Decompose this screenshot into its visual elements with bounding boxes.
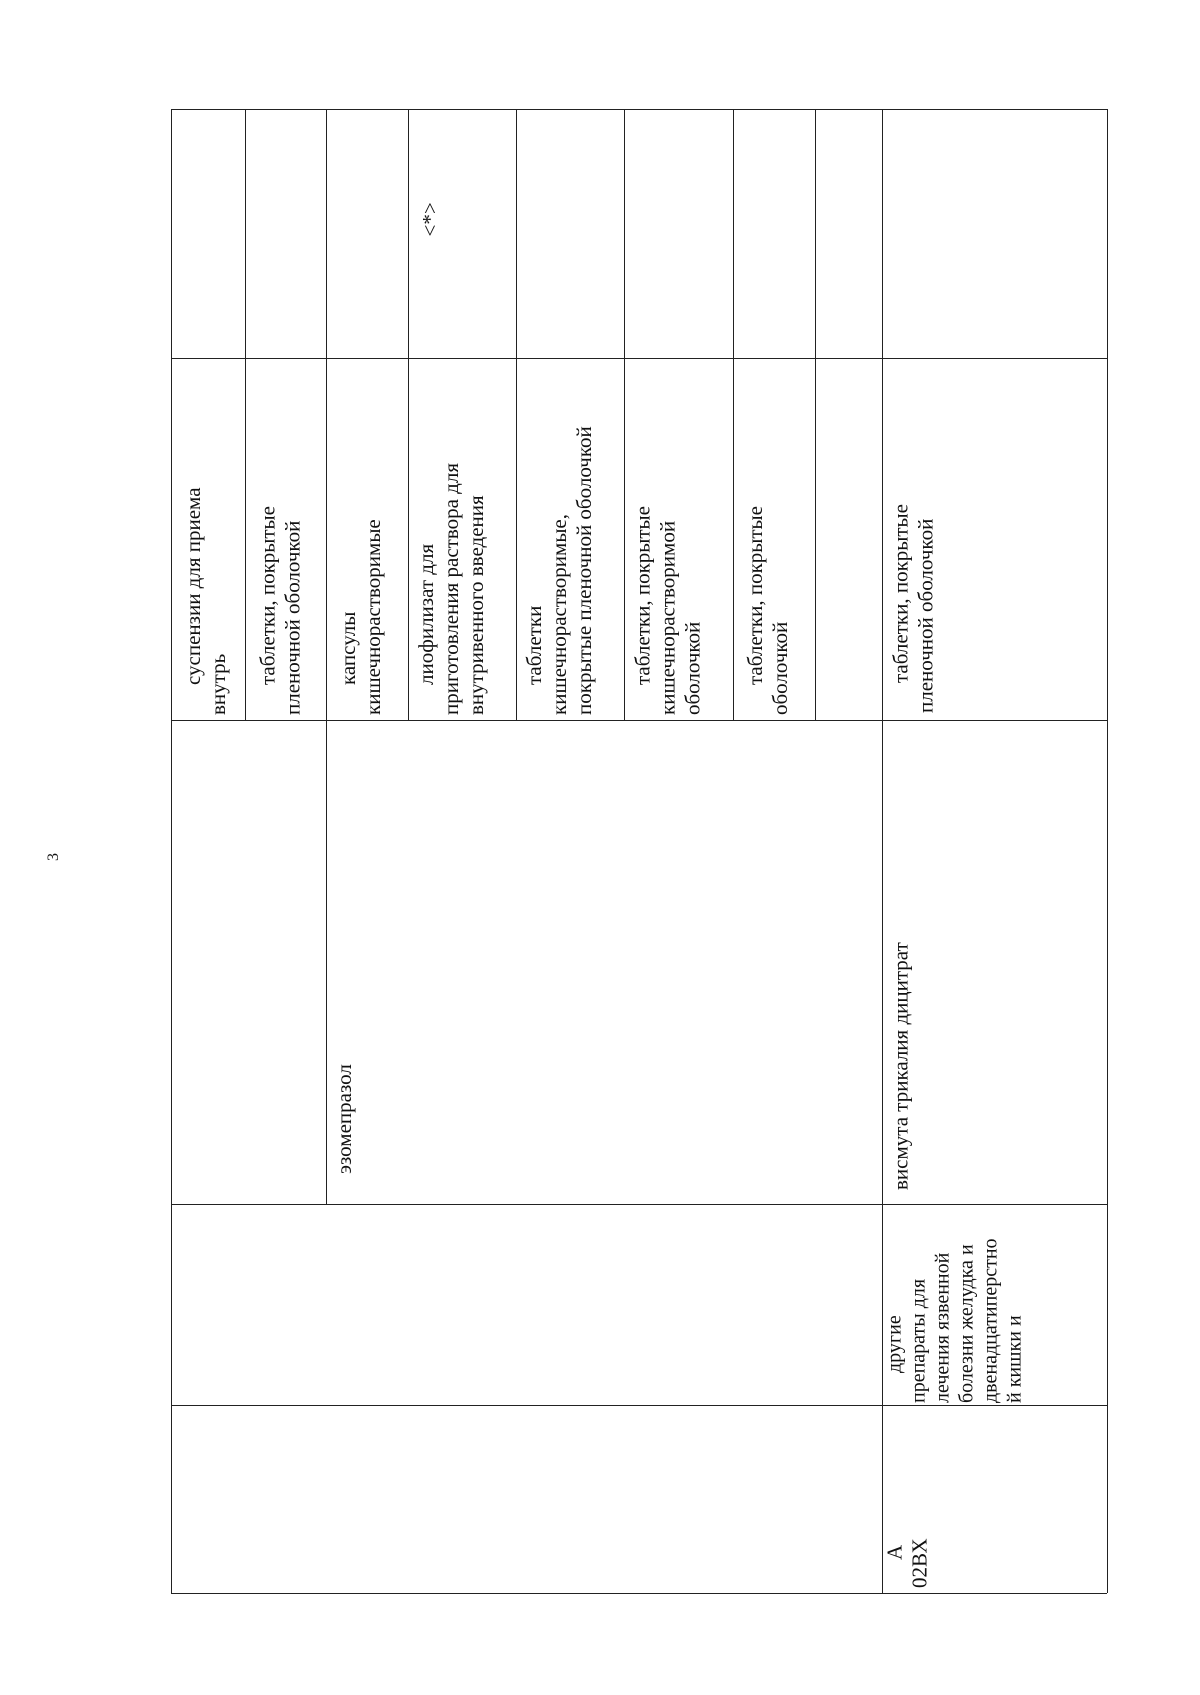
dosage-form-line: пленочной оболочкой (913, 518, 938, 713)
group-name-line: другие (883, 1314, 905, 1373)
page-number: 3 (45, 853, 62, 861)
dosage-form-line: приготовления раствора для (439, 463, 464, 715)
drug-name-cell (882, 720, 1107, 1204)
dosage-form-line: таблетки (522, 605, 546, 685)
group-name-line: й кишки и (1003, 1314, 1025, 1403)
table-border-right (1107, 109, 1108, 1593)
dosage-form-cell (326, 358, 408, 720)
dosage-form-line: таблетки, покрытые (743, 506, 767, 685)
dosage-form-cell (733, 358, 815, 720)
dosage-form-line: кишечнорастворимые (361, 519, 386, 715)
group-name-line: препараты для (907, 1278, 929, 1403)
dosage-form-line: таблетки, покрытые (630, 506, 654, 685)
row-divider-forms (815, 109, 816, 720)
dosage-form-line: пленочной оболочкой (280, 520, 305, 715)
dosage-form-cell (408, 358, 516, 720)
table-border-top (171, 109, 1107, 110)
group-name-line: двенадцатиперстно (979, 1237, 1001, 1403)
group-name-line: болезни желудка и (955, 1243, 977, 1403)
dosage-form-line: капсулы (336, 611, 360, 685)
dosage-form-line: внутрь (206, 653, 231, 715)
dosage-form-line: суспензии для приема (181, 487, 205, 685)
note-cell (408, 109, 516, 358)
dosage-form-line: таблетки, покрытые (888, 504, 912, 683)
dosage-form-cell (624, 358, 733, 720)
atc-code-cell (882, 1405, 1107, 1593)
dosage-form-line: кишечнорастворимой (655, 520, 680, 715)
dosage-form-line: таблетки, покрытые (255, 506, 279, 685)
table-border-left (171, 109, 172, 1593)
dosage-form-line: внутривенного введения (464, 495, 489, 715)
dosage-form-cell (882, 358, 1107, 720)
dosage-form-line: оболочкой (768, 621, 793, 715)
atc-code-line1: А (882, 1544, 906, 1560)
dosage-form-cell (245, 358, 326, 720)
group-name-line: лечения язвенной (931, 1252, 953, 1403)
dosage-form-cell (171, 358, 245, 720)
dosage-form-line: кишечнорастворимые, (547, 513, 572, 715)
note-marker: <*> (418, 201, 442, 236)
group-name-cell (882, 1204, 1107, 1405)
dosage-form-line: оболочкой (680, 621, 705, 715)
drug-name-cell (326, 720, 882, 1204)
atc-code-line2: 02ВХ (907, 1538, 932, 1588)
drug-name: висмута трикалия дицитрат (888, 942, 912, 1190)
dosage-form-cell (516, 358, 624, 720)
drug-name: эзомепразол (332, 1064, 356, 1174)
medication-table (171, 109, 1107, 1593)
dosage-form-line: покрытые пленочной оболочкой (572, 426, 597, 715)
table-border-bottom (171, 1593, 1107, 1594)
dosage-form-line: лиофилизат для (414, 543, 438, 685)
